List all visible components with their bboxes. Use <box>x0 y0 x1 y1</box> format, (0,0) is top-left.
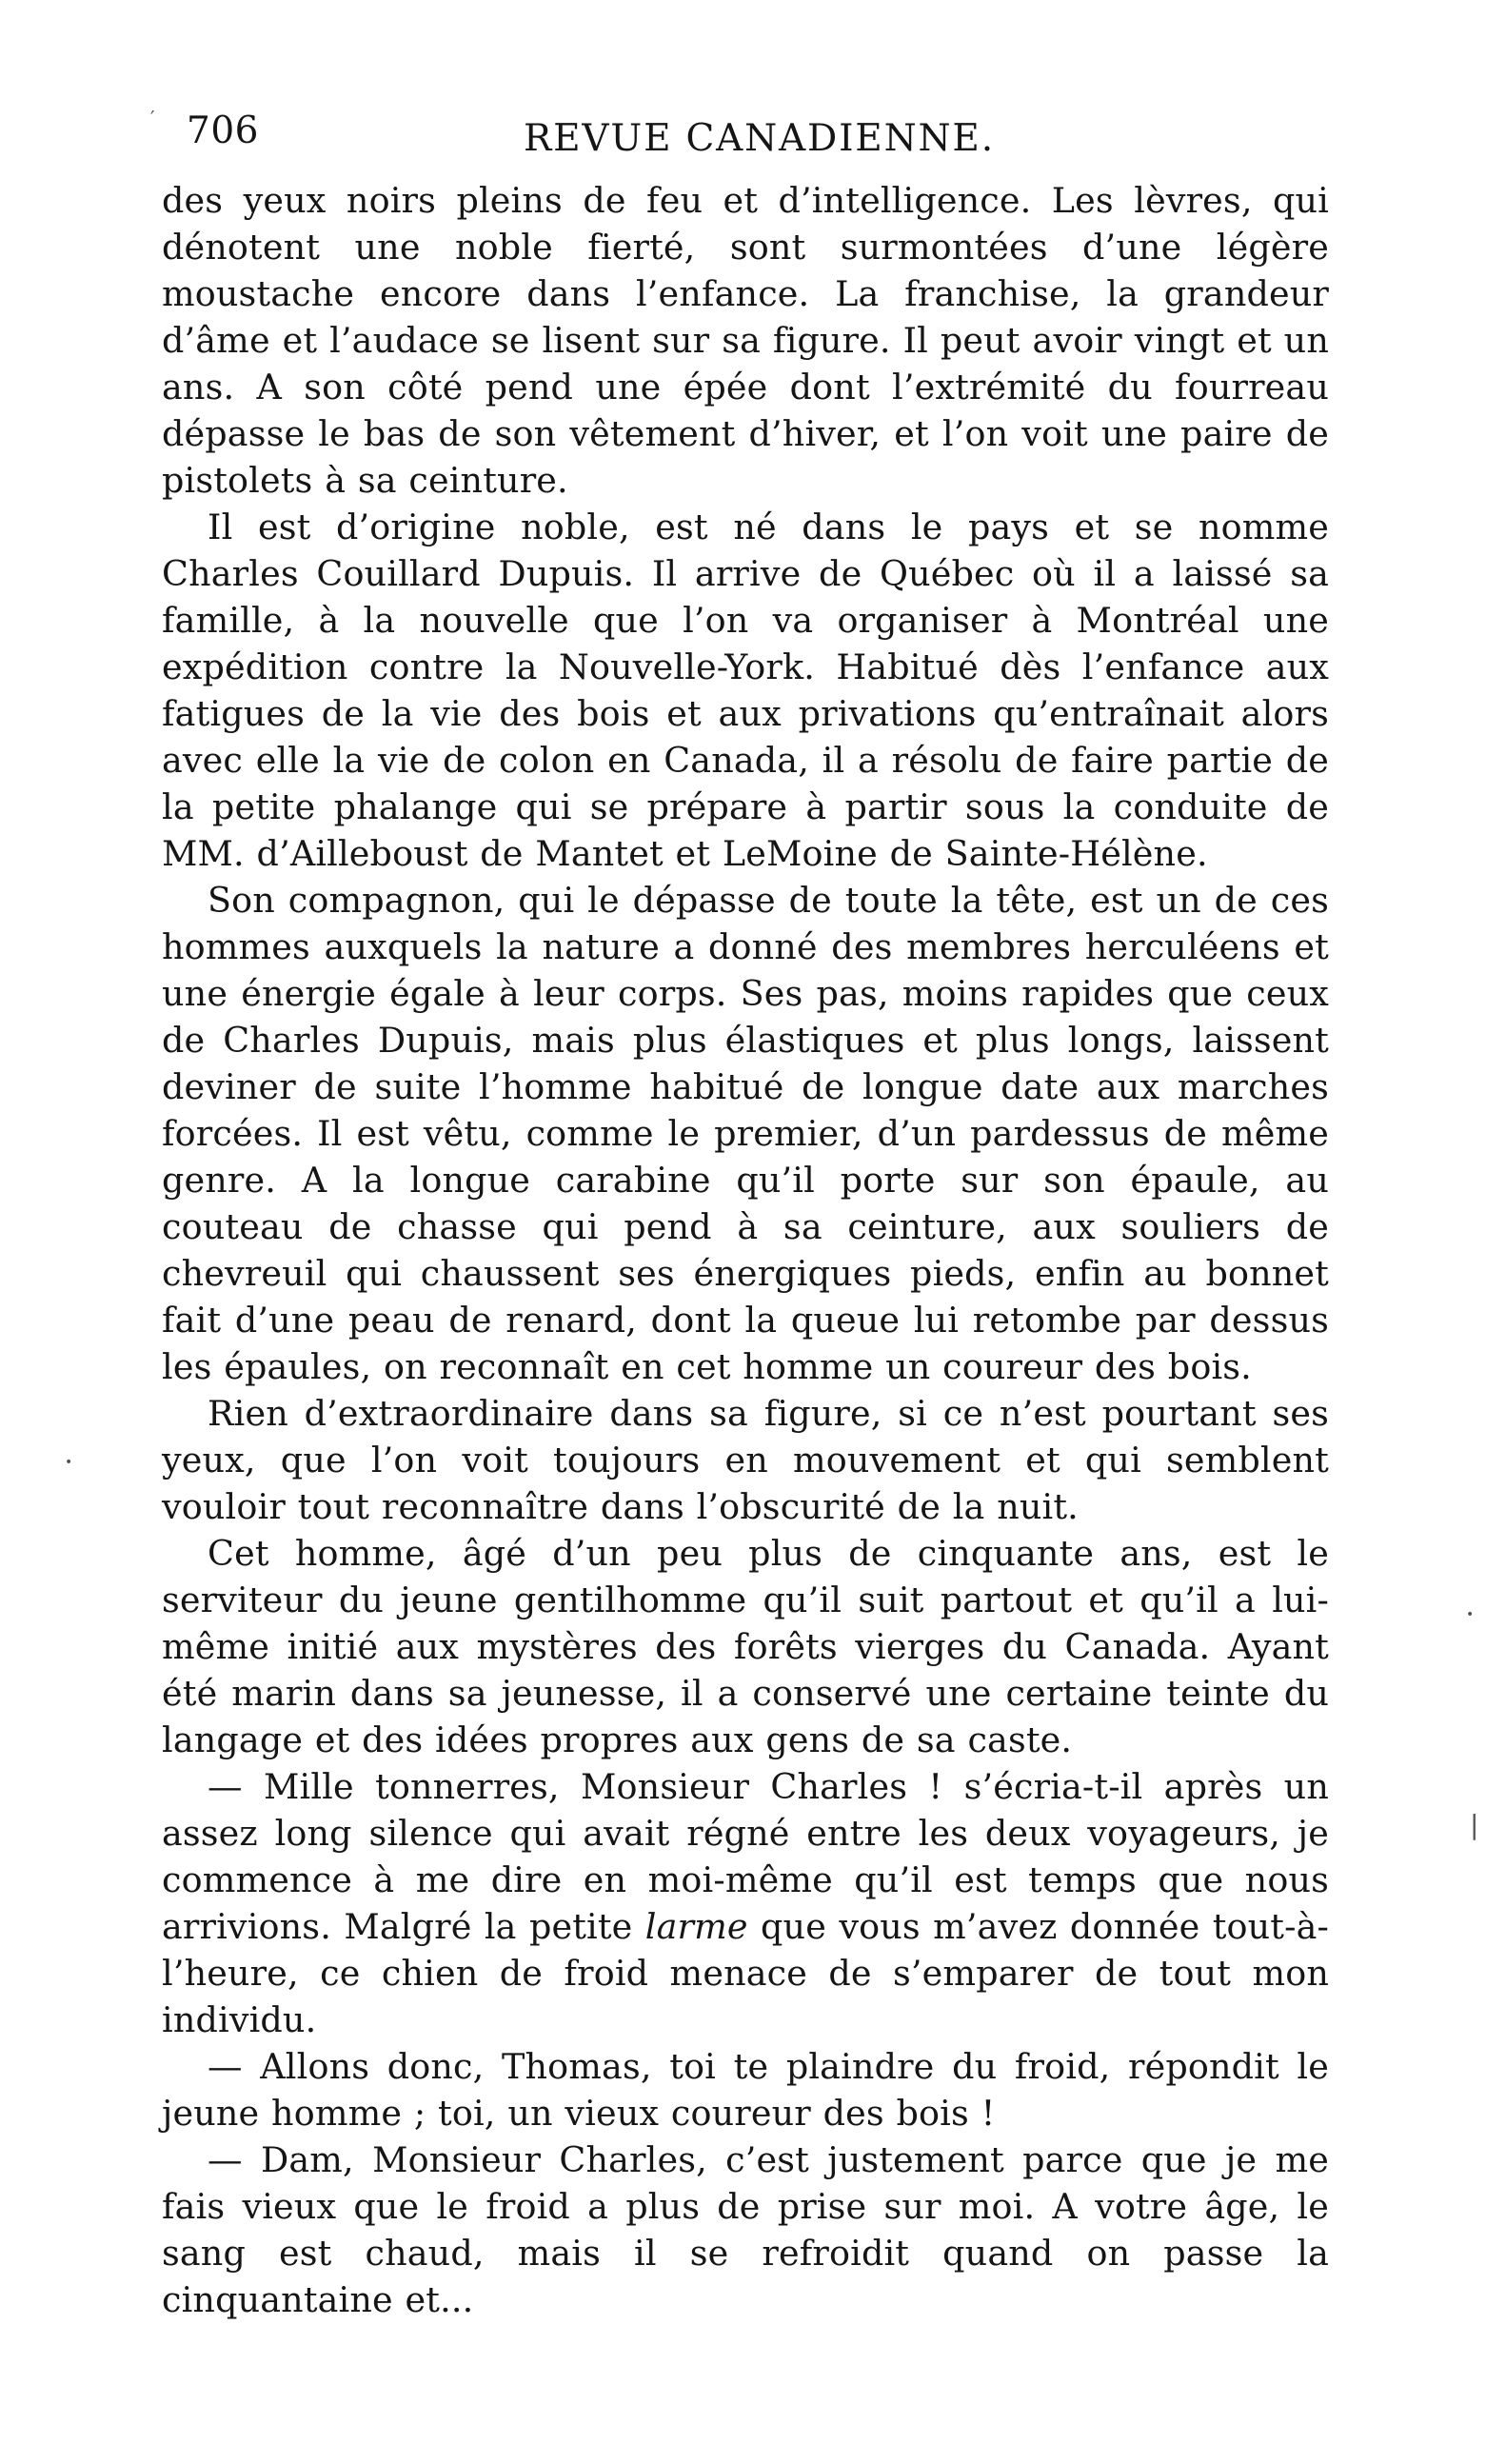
paragraph: Cet homme, âgé d’un peu plus de cinquante ans, est le serviteur du jeune gentilhomme qu’il suit partout et qu’il a lui-même initié aux mystères des forêts vierges du Canada. Ayant été marin dans sa jeunesse, il a conservé une certaine teinte du langage et des idées propres aux gens de sa caste. <box>162 1533 1329 1760</box>
italic-word: larme <box>644 1906 748 1947</box>
page-header <box>181 107 1333 168</box>
margin-tick-mark: ′ <box>150 107 155 129</box>
margin-bar-mark: | <box>1470 1809 1479 1840</box>
running-title: REVUE CANADIENNE. <box>524 117 995 160</box>
body-text <box>162 177 1329 2323</box>
paragraph: Rien d’extraordinaire dans sa figure, si ce n’est pourtant ses yeux, que l’on voit toujours en mouvement et qui semblent vouloir tout reconnaître dans l’obscurité de la nuit. <box>162 1393 1329 1527</box>
paragraph: Son compagnon, qui le dépasse de toute la tête, est un de ces hommes auxquels la nature a donné des membres herculéens et une énergie égale à leur corps. Ses pas, moins rapides que ceux de Charles Dupuis, mais plus élastiques et plus longs, laissent deviner de suite l’homme habitué de longue date aux marches forcées. Il est vêtu, comme le premier, d’un pardessus de même genre. A la longue carabine qu’il porte sur son épaule, au couteau de chasse qui pend à sa ceinture, aux souliers de chevreuil qui chaussent ses énergiques pieds, enfin au bonnet fait d’une peau de renard, dont la queue lui retombe par dessus les épaules, on reconnaît en cet homme un coureur des bois. <box>162 880 1329 1387</box>
page-number: 706 <box>187 109 259 152</box>
paragraph: Il est d’origine noble, est né dans le pays et se nomme Charles Couillard Dupuis. Il arrive de Québec où il a laissé sa famille, à la nouvelle que l’on va organiser à Montréal une expédition contre la Nouvelle-York. Habitué dès l’enfance aux fatigues de la vie des bois et aux privations qu’entraînait alors avec elle la vie de colon en Canada, il a résolu de faire partie de la petite phalange qui se prépare à partir sous la conduite de MM. d’Ailleboust de Mantet et LeMoine de Sainte-Hélène. <box>162 507 1329 874</box>
paragraph: — Allons donc, Thomas, toi te plaindre du froid, répondit le jeune homme ; toi, un vieux coureur des bois ! <box>162 2046 1329 2134</box>
paragraph: — Dam, Monsieur Charles, c’est justement parce que je me fais vieux que le froid a plus de prise sur moi. A votre âge, le sang est chaud, mais il se refroidit quand on passe la cinquantaine et... <box>162 2139 1329 2320</box>
margin-dot-mark: • <box>65 1455 73 1470</box>
paragraph-text: — Mille tonnerres, Monsieur Charles ! s’écria-t-il après un assez long silence qui avait régné entre les deux voyageurs, je commence à me dire en moi-même qu’il est temps que nous arrivions. Malgré la petite <box>162 1766 1329 1947</box>
margin-dot-mark: • <box>1466 1607 1475 1622</box>
paragraph-text: que vous m’avez donnée tout-à-l’heure, ce chien de froid menace de s’emparer de tout mon individu. <box>162 1906 1329 2040</box>
paragraph <box>162 1763 1329 2043</box>
paragraph: des yeux noirs pleins de feu et d’intelligence. Les lèvres, qui dénotent une noble fierté, sont surmontées d’une légère moustache encore dans l’enfance. La franchise, la grandeur d’âme et l’audace se lisent sur sa figure. Il peut avoir vingt et un ans. A son côté pend une épée dont l’extrémité du fourreau dépasse le bas de son vêtement d’hiver, et l’on voit une paire de pistolets à sa ceinture. <box>162 180 1329 501</box>
